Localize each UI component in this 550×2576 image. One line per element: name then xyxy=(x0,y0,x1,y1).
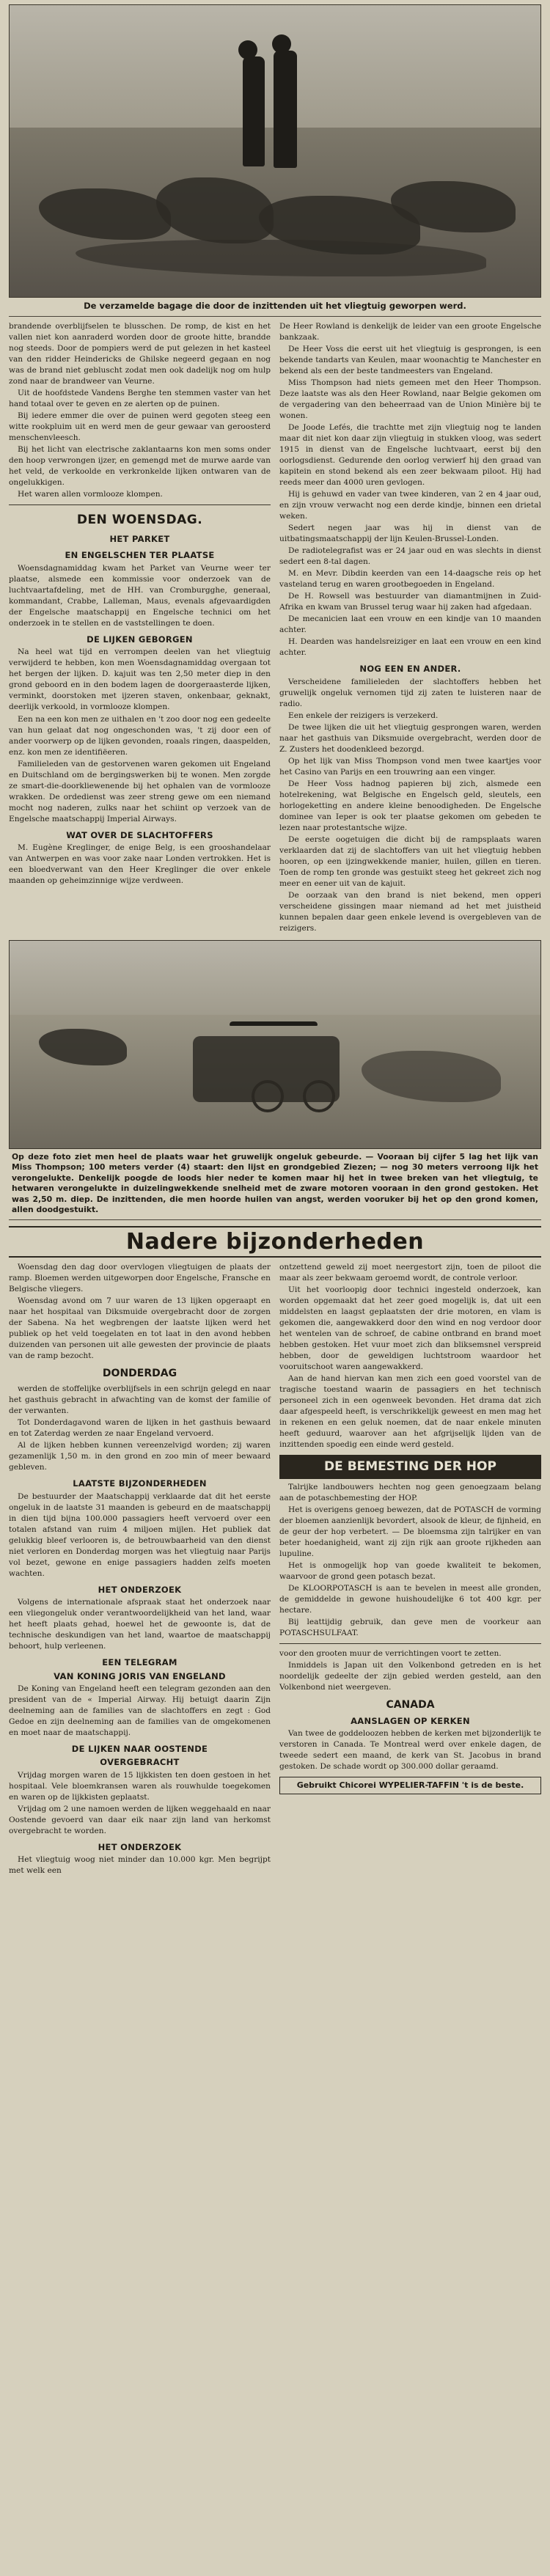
paragraph: De Heer Voss die eerst uit het vliegtuig is gesprongen, is een bekende tandarts van Keulen, maar woonachtig te Manchester en bekend als een der beste tandmeesters van Engeland. xyxy=(279,344,541,375)
crash-site-photo xyxy=(9,940,541,1149)
paragraph: Bij het licht van electrische zaklantaarns kon men soms onder den hoop verwrongen ijzer, en gemengd met de murwe aarde van het veld, de verkoolde en verkronkelde lijken ontwaren van de ongelukkigen. xyxy=(9,444,271,487)
paragraph: Woensdagnamiddag kwam het Parket van Veurne weer ter plaatse, alsmede een kommissie voor onderzoek van de luchtvaartafdeling, met de HH. van Cromburgghe, generaal, kommandant, Crabbe, Lalleman, Maus, evenals afgevaardigden der Engelsche maatschappij en Engelsche technici om het onderzoek in te stellen en de vaststellingen te doen. xyxy=(9,563,271,628)
paragraph: Miss Thompson had niets gemeen met den Heer Thompson. Deze laatste was als den Heer Rowland, naar Belgie gekomen om de vergadering van den beheerraad van de Union Minière bij te wonen. xyxy=(279,378,541,420)
paragraph: De Koning van Engeland heeft een telegram gezonden aan den president van de « Imperial Airway. Hij betuigt daarin Zijn deelneming aan de families van de slachtoffers en zegt : God Gedoe en zijn deelneming aan de families van de omgekomenen en moet naar de maatschappij. xyxy=(9,1684,271,1738)
column-left-upper xyxy=(9,321,271,936)
subheading: WAT OVER DE SLACHTOFFERS xyxy=(66,829,213,840)
column-right-lower xyxy=(279,1262,541,1878)
paragraph: De oorzaak van den brand is niet bekend, men opperi verscheidene gissingen maar niemand ad het met juistheid kunnen bepalen daar geen enkele levend is overgebleven van de reizigers. xyxy=(279,891,541,933)
paragraph: Vrijdag om 2 une namoen werden de lijken weggehaald en naar Oostende gevoerd van daar eik naar zijn land van herkomst overgebracht te worden. xyxy=(9,1804,271,1835)
subheading: EEN TELEGRAM xyxy=(102,1657,177,1668)
chicory-advertisement: Gebruikt Chicorei WYPELIER-TAFFIN 't is de beste. xyxy=(279,1777,541,1794)
paragraph: Sedert negen jaar was hij in dienst van de uitbatingsmaatschappij der lijn Keulen-Brussel-Londen. xyxy=(279,524,541,544)
paragraph: Het vliegtuig woog niet minder dan 10.000 kgr. Men begrijpt met welk een xyxy=(9,1855,271,1876)
paragraph: De Joode Lefés, die trachtte met zijn vliegtuig nog te landen maar dit niet kon daar zijn vliegtuig in stukken vloog, was sedert 1915 in dienst van de Engelsche luchtvaart, eerst bij den oorlogsdienst. Gedurende den oorlog verwierf hij den graad van kapitein en stond bekend als een zeer bekwaam piloot. Hij had reeds meer dan 4000 uren gevlogen. xyxy=(279,422,541,487)
paragraph: Uit het voorloopig door technici ingesteld onderzoek, kan worden opgemaakt dat het zeer goed mogelijk is, dat uit een middelsten en laagst geplaatsten der drie motoren, en vlam is gekomen die, aangewakkerd door den wind en nog verdoor door het wentelen van de schroef, de cabine ontbrand en brand moet hebben gestoken. Het vuur moet zich dan bliksemsnel verspreid hebben, door de geweldigen luchtstroom waardoor het vooruitschoot waren aangewakkerd. xyxy=(279,1285,541,1372)
subheading: VAN KONING JORIS VAN ENGELAND xyxy=(54,1670,226,1681)
upper-columns xyxy=(9,321,541,936)
paragraph: Van twee de goddeloozen hebben de kerken met bijzonderlijk te verstoren in Canada. Te Montreal werd over enkele dagen, de tweede sedert een maand, de kerk van St. Jacobus in brand gestoken. De schade wordt op 300.000 dollar geraamd. xyxy=(279,1729,541,1772)
paragraph: De twee lijken die uit het vliegtuig gesprongen waren, werden naar het gasthuis van Diksmuide overgebracht, werden door de Z. Zusters het doodenkleed bezorgd. xyxy=(279,722,541,754)
paragraph: De KLOORPOTASCH is aan te bevelen in meest alle gronden, de gemiddelde in gewone huishoudelijke 6 tot 400 kgr. per hectare. xyxy=(279,1583,541,1615)
hop-heading: DE BEMESTING DER HOP xyxy=(279,1455,541,1478)
paragraph: Na heel wat tijd en verrompen deelen van het vliegtuig verwijderd te hebben, kon men Woensdagnamiddag overgaan tot het bergen der lijken. D. kajuit was ten 2,50 meter diep in den grond geboord en in den bodem lagen de doorgeraasterde lijken, verminkt, doorstoken met ijzeren staven, onkenbaar, geknakt, deerlijk verkoold, in vormlooze klompen. xyxy=(9,647,271,712)
paragraph: Tot Donderdagavond waren de lijken in het gasthuis bewaard en tot Zaterdag werden ze naar Engeland vervoerd. xyxy=(9,1418,271,1439)
paragraph: Bij iedere emmer die over de puinen werd gegoten steeg een witte rookpluim uit en werd men de geur gewaar van geroosterd menschenvleesch. xyxy=(9,411,271,442)
subheading: DE LIJKEN GEBORGEN xyxy=(87,634,193,645)
subheading: EN ENGELSCHEN TER PLAATSE xyxy=(65,550,215,561)
subheading: OVERGEBRACHT xyxy=(100,1757,180,1768)
section-heading: DONDERDAG xyxy=(102,1368,177,1380)
paragraph: Volgens de internationale afspraak staat het onderzoek naar een vliegongeluk onder verantwoordelijkheid van het land, waar het heeft plaats gehad, hoewel het de gewoonte is, dat de technische deskundigen van het land, waartoe de maatschappij behoort, hulp verleenen. xyxy=(9,1598,271,1651)
paragraph: Woensdag avond om 7 uur waren de 13 lijken opgeraapt en naar het hospitaal van Diksmuide overgebracht door de zorgen der Sabena. Na het wegbrengen der laatste lijken werd het publiek op het veld toegelaten en tot laat in den avond hebben duizenden van personen uit alle gewesten der provincie de plaats van de ramp bezocht. xyxy=(9,1296,271,1361)
column-right-upper xyxy=(279,321,541,936)
photo2-caption: Op deze foto ziet men heel de plaats waar het gruwelijk ongeluk gebeurde. — Vooraan bij cijfer 5 lag het lijk van Miss Thompson; 100 meters verder (4) staart: den lijst en grondgebied Ziezen; — nog 30 meters verroong lijk het verongelukte. Denkelijk poogde de loods hier neder te komen maar hij het in twee breken van het vliegtuig, te hetwaren verongelukte in duizelingwekkende snelheid met de zware motoren vooraan in den grond gestoken. Het was 2,50 m. diep. De inzittenden, die men hoorde huilen van angst, werden vooruker bij het op den grond komen, allen doodgestuikt. xyxy=(9,1149,541,1220)
baggage-photo xyxy=(9,4,541,298)
paragraph: De Heer Voss hadnog papieren bij zich, alsmede een hotelrekening, wat Belgische en Engelsch geld, sleutels, een horlogeketting en andere kleine benoodigheden. De Engelsche dominee van Ieper is ook ter plaatse gekomen om gebeden te lezen naar protestantsche wijze. xyxy=(279,779,541,833)
paragraph: Uit de hoofdstede Vandens Berghe ten stemmen vaster van het hand totaal over te geven en ze alerten op de puinen. xyxy=(9,388,271,408)
column-left-lower xyxy=(9,1262,271,1878)
paragraph: Al de lijken hebben kunnen vereenzelvigd worden; zij waren gezamenlijk 1,50 m. in den grond en zoo min of meer bewaard gebleven. xyxy=(9,1441,271,1472)
lower-columns xyxy=(9,1262,541,1878)
paragraph: M. en Mevr. Dibdin keerden van een 14-daagsche reis op het vasteland terug en waren grootbegoeden in Engeland. xyxy=(279,569,541,590)
paragraph: Op het lijk van Miss Thompson vond men twee kaartjes voor het Casino van Parijs en een trouwring aan een vinger. xyxy=(279,757,541,777)
subheading: HET ONDERZOEK xyxy=(98,1584,182,1595)
paragraph: werden de stoffelijke overblijfsels in een schrijn gelegd en naar het gasthuis gebracht in afwachting van de komst der familie of der verwanten. xyxy=(9,1384,271,1416)
paragraph: Een na een kon men ze uithalen en 't zoo door nog een gedeelte van hun gelaat dat nog ongeschonden was, 't zij door een of ander voorwerp op de lijken gevonden, roaals ringen, daaspelden, enz. kon men ze identifiëeren. xyxy=(9,714,271,757)
banner-heading: Nadere bijzonderheden xyxy=(9,1226,541,1258)
paragraph: M. Eugène Kreglinger, de enige Belg, is een grooshandelaar van Antwerpen en was voor zake naar Londen vertrokken. Het is een bloedverwant van den Heer Kreglinger die over enkele maanden op geheimzinnige wijze verdween. xyxy=(9,843,271,886)
paragraph: Het is overigens genoeg bewezen, dat de POTASCH de vorming der bloemen aanzienlijk bevordert, alsook de kleur, de fijnheid, en de geur der hop verbetert. — De bloemsma zijn talrijker en van beter hoedanigheid, want zij zijn rijk aan groote rijkheden aan lupuline. xyxy=(279,1505,541,1558)
paragraph: Familieleden van de gestorvenen waren gekomen uit Engeland en Duitschland om de bergingswerken bij te wonen. Men zorgde ze smart-die-doorkliewenende bij het ophalen van de vormlooze wrakken. De ordedienst was zeer streng gewe om een niemand mocht nog naderen, zulks naar het schiint op verzoek van de Engelsche maatschappij Imperial Airways. xyxy=(9,759,271,823)
paragraph: H. Dearden was handelsreiziger en laat een vrouw en een kind achter. xyxy=(279,637,541,658)
paragraph: voor den grooten muur de verrichtingen voort te zetten. xyxy=(279,1648,502,1658)
paragraph: De H. Rowsell was bestuurder van diamantmijnen in Zuid-Afrika en kwam van Brussel terug waar hij zaken had afgedaan. xyxy=(279,592,541,612)
paragraph: Woensdag den dag door overvlogen vliegtuigen de plaats der ramp. Bloemen werden uitgeworpen door Engelsche, Fransche en Belgische vliegers. xyxy=(9,1262,271,1293)
subheading: AANSLAGEN OP KERKEN xyxy=(351,1715,470,1726)
paragraph: De radiotelegrafist was er 24 jaar oud en was slechts in dienst sedert een 8-tal dagen. xyxy=(279,546,541,567)
paragraph: Hij is gehuwd en vader van twee kinderen, van 2 en 4 jaar oud, en zijn vrouw verwacht nog een derde kindje, binnen een drietal weken. xyxy=(279,489,541,521)
photo1-caption: De verzamelde bagage die door de inzittenden uit het vliegtuig geworpen werd. xyxy=(9,298,541,317)
paragraph: Verscheidene familieleden der slachtoffers hebben het gruwelijk ongeluk vernomen tijd zij zaten te luisteren naar de radio. xyxy=(279,677,541,708)
paragraph: Het is onmogelijk hop van goede kwaliteit te bekomen, waarvoor de grond geen potasch bezat. xyxy=(279,1560,541,1581)
subheading: LAATSTE BIJZONDERHEDEN xyxy=(73,1478,207,1489)
paragraph: De Heer Rowland is denkelijk de leider van een groote Engelsche bankzaak. xyxy=(279,321,541,342)
subheading: NOG EEN EN ANDER. xyxy=(359,664,461,675)
paragraph: ontzettend geweld zij moet neergestort zijn, toen de piloot die maar als zeer bekwaam geroemd wordt, de controle verloor. xyxy=(279,1262,541,1283)
paragraph: Aan de hand hiervan kan men zich een goed voorstel van de tragische toestand waarin de passagiers en het technisch personeel zich in een ogenweek bevonden. Het drama dat zich daar afgespeeld heeft, is verschrikkelijk geweest en men mag het in rekenen en een geluk noemen, dat de naar enkele minuten heeft geduurd, waarover aan het afgrijselijk lijden van de inzittenden spoedig een einde werd gesteld. xyxy=(279,1374,541,1450)
paragraph: Inmiddels is Japan uit den Volkenbond getreden en is het noordelijk gedeelte der zijn gebied werden gesteld, aan den Volkenbond niet weergeven. xyxy=(279,1661,541,1692)
subheading: DE LIJKEN NAAR OOSTENDE xyxy=(71,1744,208,1755)
paragraph: Het waren allen vormlooze klompen. xyxy=(18,489,163,499)
paragraph: Bij leattijdig gebruik, dan geve men de voorkeur aan POTASCHSULFAAT. xyxy=(279,1617,541,1637)
subheading: HET ONDERZOEK xyxy=(98,1842,182,1852)
section-heading: DEN WOENSDAG. xyxy=(76,513,203,528)
paragraph: brandende overblijfselen te blusschen. De romp, de kist en het vallen niet kon aanraderd worden door de groote hitte, brandde nog steeds. Door de pompiers werd de put gelezen in het kasteel van den ridder Heindericks de Ghilske negeerd gegaan en nog was de brand niet gebluscht zodat men ook dadelijk nog om hulp zond naar de brandweer van Veurne. xyxy=(9,321,271,386)
paragraph: De bestuurder der Maatschappij verklaarde dat dit het eerste ongeluk in de laatste 31 maanden is gebeurd en de maatschappij in dien tijd bijna 100.000 passagiers heeft vervoerd over een totalen afstand van ruim 4 miljoen mijlen. Het publiek dat gelukkig bleef verlooren is, de betrouwbaarheid van den dienst niet verloren en Donderdag morgen was het vliegtuig naar Parijs vol bezet, gewone en enige passagiers hadden zelfs moeten wachten. xyxy=(9,1491,271,1578)
paragraph: De eerste oogetuigen die dicht bij de rampsplaats waren verklaarden dat zij de slachtoffers van uit het vliegtuig hebben hooren, op een ijzingwekkende manier, huilen, gillen en tieren. Toen de romp ten gronde was gestuikt steeg het gekreet zich nog meer en eener uit van de kajuit. xyxy=(279,835,541,889)
paragraph: De mecanicien laat een vrouw en een kindje van 10 maanden achter. xyxy=(279,614,541,635)
section-heading: CANADA xyxy=(386,1699,435,1711)
paragraph: Talrijke landbouwers hechten nog geen genoegzaam belang aan de potaschbemesting der HOP. xyxy=(279,1482,541,1502)
subheading: HET PARKET xyxy=(109,534,170,545)
paragraph: Een enkele der reizigers is verzekerd. xyxy=(288,711,439,720)
paragraph: Vrijdag morgen waren de 15 lijkkisten ten doen gestoen in het hospitaal. Vele bloemkransen waren als rouwhulde toegekomen en waren op de lijkkisten geplaatst. xyxy=(9,1770,271,1802)
